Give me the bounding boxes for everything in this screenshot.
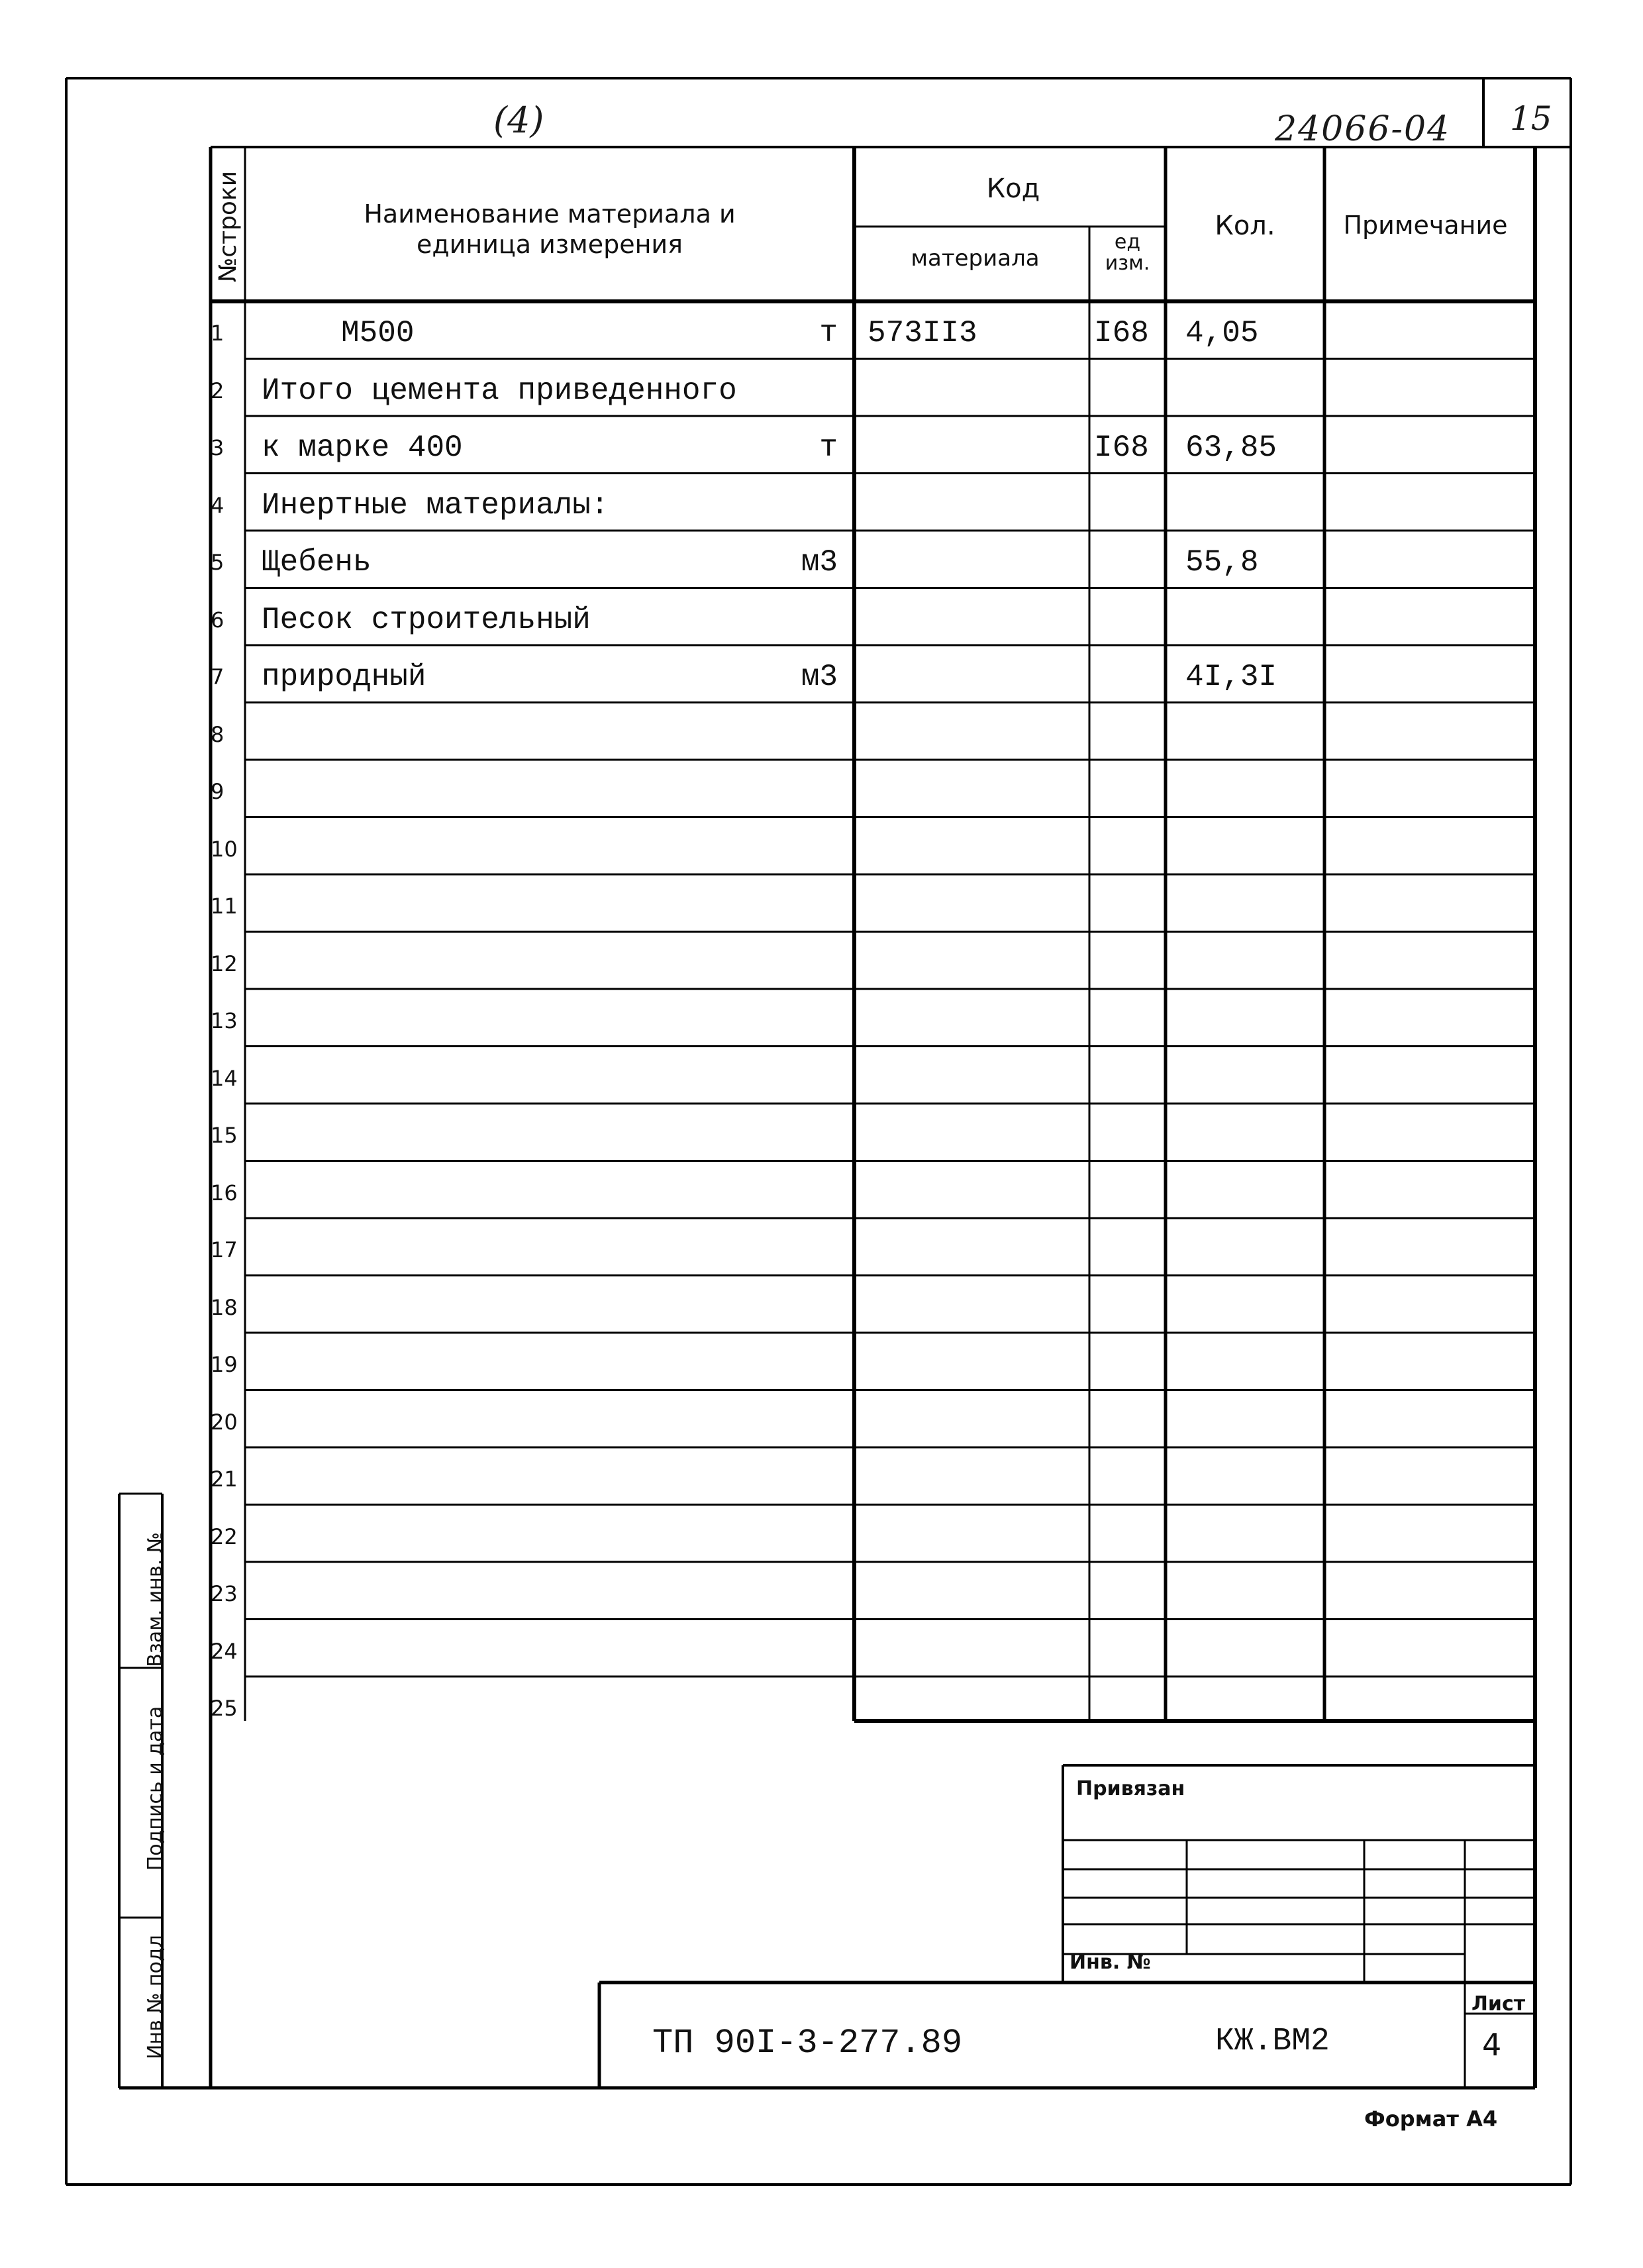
unit-of-measure — [778, 362, 838, 420]
material-code — [868, 821, 1086, 878]
quantity — [1185, 1221, 1318, 1279]
note — [1331, 1623, 1523, 1680]
unit-of-measure: т — [819, 316, 838, 350]
note — [1331, 935, 1523, 993]
quantity — [1185, 1164, 1318, 1222]
table-row — [0, 1164, 1643, 1222]
quantity — [1185, 592, 1318, 649]
material-name — [262, 1394, 824, 1451]
material-name — [262, 706, 824, 764]
unit-code — [1094, 1680, 1164, 1737]
material-name — [262, 1336, 824, 1394]
table-row — [0, 1508, 1643, 1566]
material-name — [262, 992, 824, 1050]
material-code — [868, 1279, 1086, 1337]
note — [1331, 419, 1523, 477]
unit-of-measure — [778, 763, 838, 821]
quantity — [1185, 821, 1318, 878]
note — [1331, 1336, 1523, 1394]
material-name — [262, 1623, 824, 1680]
unit-code — [1094, 1394, 1164, 1451]
quantity — [1185, 706, 1318, 764]
table-row — [0, 1680, 1643, 1737]
unit-code — [1094, 477, 1164, 535]
row-number: 13 — [211, 1008, 238, 1033]
material-code — [868, 419, 1086, 477]
table-row — [0, 1565, 1643, 1623]
note — [1331, 706, 1523, 764]
unit-of-measure — [778, 1680, 838, 1737]
quantity — [1185, 1394, 1318, 1451]
header-note: Примечание — [1343, 211, 1508, 240]
header-code: Код — [986, 174, 1040, 204]
title-inv-no: Инв. № — [1070, 1951, 1151, 1974]
unit-code — [1094, 1279, 1164, 1337]
unit-of-measure — [778, 1279, 838, 1337]
unit-code — [1094, 1565, 1164, 1623]
row-number: 9 — [211, 779, 224, 804]
table-row — [0, 821, 1643, 878]
sheet-label: Лист — [1471, 1992, 1526, 2016]
unit-of-measure — [778, 1221, 838, 1279]
unit-code — [1094, 1050, 1164, 1108]
quantity — [1185, 1279, 1318, 1337]
quantity — [1185, 763, 1318, 821]
unit-of-measure — [778, 1508, 838, 1566]
material-name — [262, 1508, 824, 1566]
unit-code — [1094, 648, 1164, 706]
note — [1331, 1279, 1523, 1337]
quantity — [1185, 1451, 1318, 1508]
material-name — [262, 1279, 824, 1337]
row-number: 16 — [211, 1180, 238, 1206]
quantity — [1185, 1623, 1318, 1680]
row-number: 11 — [211, 894, 238, 919]
quantity — [1185, 1680, 1318, 1737]
row-number: 25 — [211, 1696, 238, 1721]
table-row — [0, 1107, 1643, 1164]
material-name: Инертные материалы: — [262, 488, 609, 523]
note — [1331, 1221, 1523, 1279]
row-number: 5 — [211, 550, 224, 575]
table-row — [0, 592, 1643, 649]
unit-code — [1094, 534, 1164, 592]
row-number: 23 — [211, 1581, 238, 1606]
material-name — [262, 821, 824, 878]
side-podpis-data: Подпись и дата — [144, 1706, 167, 1871]
unit-code — [1094, 821, 1164, 878]
unit-of-measure — [778, 1394, 838, 1451]
material-code: 573II3 — [868, 316, 977, 350]
table-row — [0, 419, 1643, 477]
row-number: 17 — [211, 1237, 238, 1263]
material-name — [262, 1050, 824, 1108]
quantity — [1185, 878, 1318, 935]
unit-of-measure: т — [819, 431, 838, 465]
row-number: 4 — [211, 492, 224, 518]
row-number: 1 — [211, 321, 224, 346]
material-name — [262, 1107, 824, 1164]
material-code — [868, 477, 1086, 535]
material-code — [868, 534, 1086, 592]
row-number: 10 — [211, 836, 238, 862]
unit-of-measure: м3 — [801, 660, 838, 694]
row-number: 2 — [211, 378, 224, 403]
material-name — [262, 1680, 824, 1737]
header-row-no: №строки — [215, 170, 242, 283]
material-code — [868, 1221, 1086, 1279]
quantity: 63,85 — [1185, 431, 1277, 465]
unit-code — [1094, 1107, 1164, 1164]
unit-of-measure — [778, 1565, 838, 1623]
unit-code — [1094, 362, 1164, 420]
quantity — [1185, 1336, 1318, 1394]
table-row — [0, 1623, 1643, 1680]
unit-of-measure — [778, 1107, 838, 1164]
note — [1331, 1565, 1523, 1623]
material-name: природный — [262, 660, 426, 694]
unit-code — [1094, 992, 1164, 1050]
unit-of-measure: м3 — [801, 545, 838, 580]
quantity — [1185, 362, 1318, 420]
material-code — [868, 878, 1086, 935]
material-name: Щебень — [262, 545, 372, 580]
header-qty: Кол. — [1215, 211, 1275, 241]
unit-code — [1094, 592, 1164, 649]
header-code-material: материала — [911, 245, 1040, 272]
unit-of-measure — [778, 935, 838, 993]
doc-mark: КЖ.ВМ2 — [1215, 2024, 1330, 2059]
quantity — [1185, 1050, 1318, 1108]
quantity — [1185, 992, 1318, 1050]
note — [1331, 1107, 1523, 1164]
quantity — [1185, 935, 1318, 993]
title-privyazan: Привязан — [1076, 1777, 1185, 1800]
quantity: 4I,3I — [1185, 660, 1277, 694]
table-row — [0, 477, 1643, 535]
material-name — [262, 1221, 824, 1279]
unit-of-measure — [778, 1164, 838, 1222]
note — [1331, 821, 1523, 878]
row-number: 8 — [211, 721, 224, 747]
unit-code — [1094, 1508, 1164, 1566]
row-number: 3 — [211, 435, 224, 460]
note — [1331, 763, 1523, 821]
unit-code: I68 — [1094, 316, 1149, 350]
row-number: 22 — [211, 1523, 238, 1549]
top-mark: (4) — [493, 99, 544, 141]
material-code — [868, 1451, 1086, 1508]
material-code — [868, 1565, 1086, 1623]
quantity — [1185, 477, 1318, 535]
unit-code — [1094, 1623, 1164, 1680]
quantity: 4,05 — [1185, 316, 1259, 350]
row-number: 7 — [211, 664, 224, 690]
material-name — [262, 763, 824, 821]
material-name — [262, 878, 824, 935]
material-code — [868, 1050, 1086, 1108]
table-row — [0, 534, 1643, 592]
header-code-unit: ед изм. — [1105, 231, 1150, 275]
material-name — [262, 1451, 824, 1508]
material-code — [868, 935, 1086, 993]
note — [1331, 362, 1523, 420]
table-row — [0, 1451, 1643, 1508]
row-number: 15 — [211, 1123, 238, 1148]
table-row — [0, 648, 1643, 706]
unit-of-measure — [778, 1336, 838, 1394]
material-code — [868, 992, 1086, 1050]
row-number: 19 — [211, 1352, 238, 1377]
unit-code — [1094, 878, 1164, 935]
page-number: 15 — [1510, 99, 1552, 138]
note — [1331, 648, 1523, 706]
note — [1331, 592, 1523, 649]
unit-code — [1094, 706, 1164, 764]
material-name: к марке 400 — [262, 431, 463, 465]
doc-number: ТП 90I-3-277.89 — [652, 2024, 963, 2063]
material-code — [868, 1336, 1086, 1394]
table-row — [0, 992, 1643, 1050]
unit-of-measure — [778, 477, 838, 535]
quantity — [1185, 1508, 1318, 1566]
material-code — [868, 1508, 1086, 1566]
format-label: Формат А4 — [1364, 2106, 1498, 2132]
material-code — [868, 706, 1086, 764]
unit-code — [1094, 935, 1164, 993]
note — [1331, 305, 1523, 362]
table-row — [0, 305, 1643, 362]
material-code — [868, 763, 1086, 821]
material-code — [868, 592, 1086, 649]
row-number: 6 — [211, 607, 224, 633]
material-code — [868, 1164, 1086, 1222]
table-row — [0, 878, 1643, 935]
unit-code: I68 — [1094, 431, 1149, 465]
material-name — [262, 1565, 824, 1623]
table-row — [0, 362, 1643, 420]
quantity: 55,8 — [1185, 545, 1259, 580]
material-code — [868, 362, 1086, 420]
note — [1331, 992, 1523, 1050]
table-row — [0, 763, 1643, 821]
quantity — [1185, 1565, 1318, 1623]
row-number: 21 — [211, 1467, 238, 1492]
unit-code — [1094, 1451, 1164, 1508]
material-code — [868, 1107, 1086, 1164]
quantity — [1185, 1107, 1318, 1164]
unit-of-measure — [778, 1050, 838, 1108]
unit-of-measure — [778, 1623, 838, 1680]
unit-code — [1094, 763, 1164, 821]
note — [1331, 1451, 1523, 1508]
row-number: 24 — [211, 1638, 238, 1664]
side-vzam-inv: Взам. инв. № — [144, 1532, 167, 1667]
note — [1331, 1394, 1523, 1451]
row-number: 18 — [211, 1294, 238, 1320]
note — [1331, 1164, 1523, 1222]
material-name: Песок строительный — [262, 602, 591, 637]
sheet-number: 4 — [1482, 2027, 1502, 2063]
material-name: Итого цемента приведенного — [262, 373, 737, 408]
material-code — [868, 648, 1086, 706]
note — [1331, 477, 1523, 535]
row-number: 14 — [211, 1065, 238, 1091]
material-name — [262, 1164, 824, 1222]
doc-code: 24066-04 — [1275, 109, 1451, 149]
note — [1331, 1508, 1523, 1566]
table-row — [0, 1336, 1643, 1394]
note — [1331, 1680, 1523, 1737]
table-row — [0, 1279, 1643, 1337]
note — [1331, 878, 1523, 935]
header-name: Наименование материала и единица измерения — [364, 199, 736, 259]
material-name — [262, 935, 824, 993]
unit-of-measure — [778, 592, 838, 649]
note — [1331, 1050, 1523, 1108]
material-code — [868, 1680, 1086, 1737]
unit-of-measure — [778, 821, 838, 878]
unit-of-measure — [778, 992, 838, 1050]
material-name: М500 — [341, 316, 415, 350]
side-inv-podl: Инв № подл — [144, 1935, 167, 2059]
unit-code — [1094, 1164, 1164, 1222]
row-number: 20 — [211, 1409, 238, 1435]
table-row — [0, 706, 1643, 764]
table-row — [0, 1394, 1643, 1451]
note — [1331, 534, 1523, 592]
unit-of-measure — [778, 706, 838, 764]
table-row — [0, 1050, 1643, 1108]
row-number: 12 — [211, 951, 238, 976]
unit-of-measure — [778, 1451, 838, 1508]
unit-code — [1094, 1221, 1164, 1279]
table-row — [0, 1221, 1643, 1279]
unit-of-measure — [778, 878, 838, 935]
table-row — [0, 935, 1643, 993]
unit-code — [1094, 1336, 1164, 1394]
material-code — [868, 1394, 1086, 1451]
material-code — [868, 1623, 1086, 1680]
